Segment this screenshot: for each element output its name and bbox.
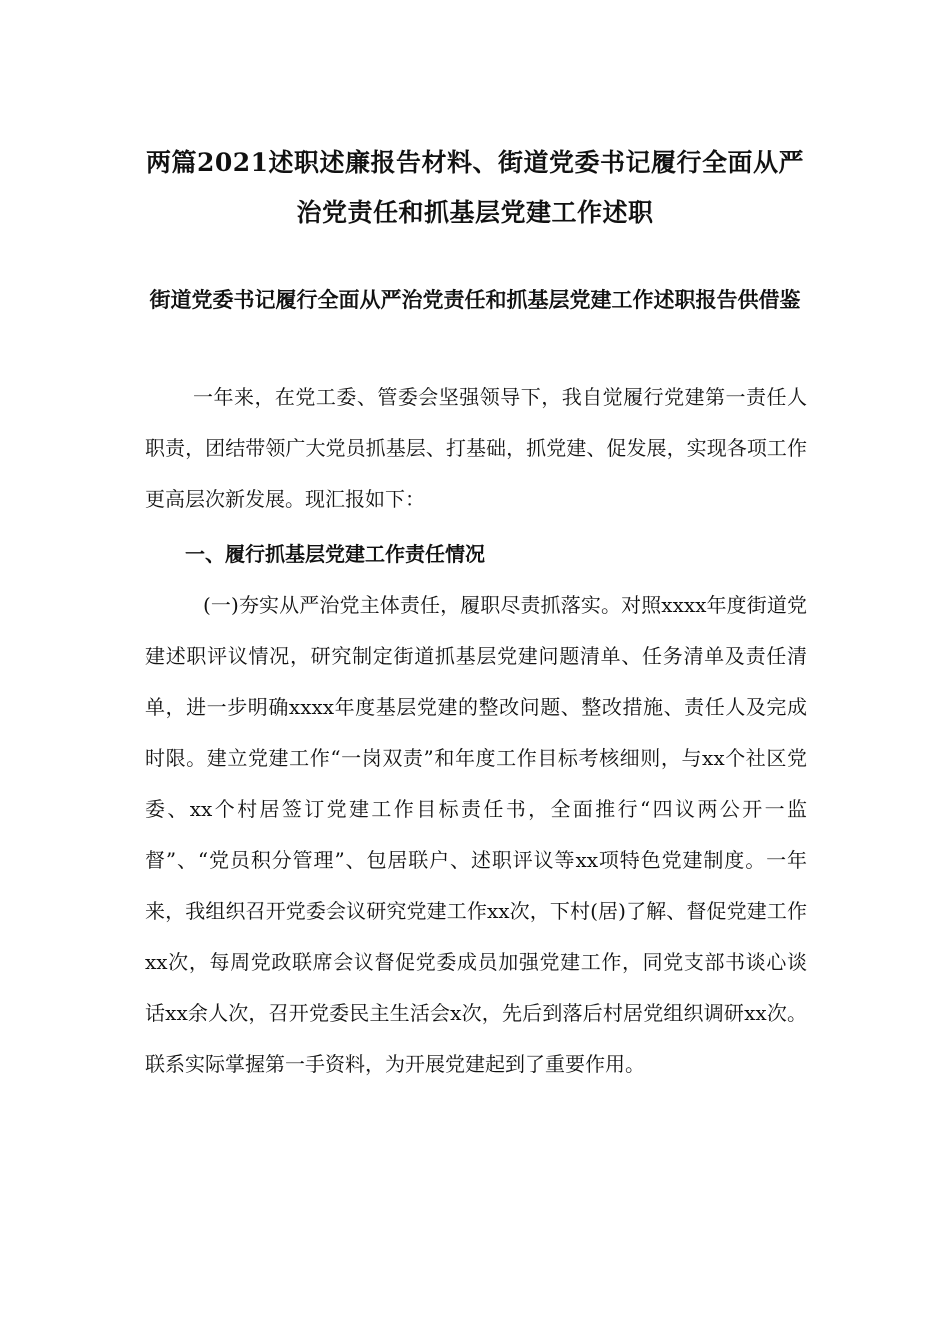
- intro-paragraph: 一年来，在党工委、管委会坚强领导下，我自觉履行党建第一责任人职责，团结带领广大党员抓基层、打基础，抓党建、促发展，实现各项工作更高层次新发展。现汇报如下：: [145, 385, 807, 511]
- document-title: 两篇2021述职述廉报告材料、街道党委书记履行全面从严治党责任和抓基层党建工作述职: [145, 148, 805, 227]
- section-heading: 一、履行抓基层党建工作责任情况: [185, 542, 485, 566]
- body-paragraph: (一)夯实从严治党主体责任，履职尽责抓落实。对照xxxx年度街道党建述职评议情况，研究制定街道抓基层党建问题清单、任务清单及责任清单，进一步明确xxxx年度基层党建的整改问题、整改措施、责任人及完成时限。建立党建工作“一岗双责”和年度工作目标考核细则，与xx个社区党委、xx个村居签订党建工作目标责任书，全面推行“四议两公开一监督”、“党员积分管理”、包居联户、述职评议等xx项特色党建制度。一年来，我组织召开党委会议研究党建工作xx次，下村(居)了解、督促党建工作xx次，每周党政联席会议督促党委成员加强党建工作，同党支部书谈心谈话xx余人次，召开党委民主生活会x次，先后到落后村居党组织调研xx次。联系实际掌握第一手资料，为开展党建起到了重要作用。: [145, 593, 807, 1076]
- document-subtitle: 街道党委书记履行全面从严治党责任和抓基层党建工作述职报告供借鉴: [149, 287, 801, 312]
